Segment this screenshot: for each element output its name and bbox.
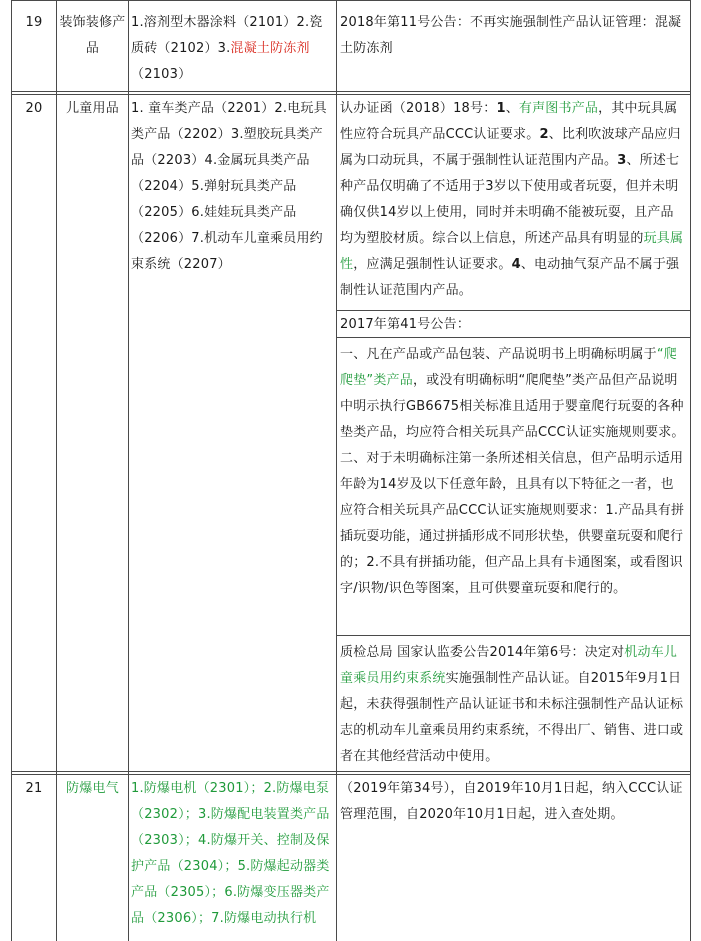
highlight-product: 有声图书产品 [518,101,599,116]
row-divider-20-21 [11,771,691,772]
row-number: 20 [25,101,43,116]
highlight-product: 混凝土防冻剂 [230,41,310,56]
note-cell: 质检总局 国家认监委公告2014年第6号：决定对机动车儿童乘员用约束系统实施强制性产品认证。自2015年9月1日起，未获得强制性产品认证证书和未标注强制性产品认证标志的机动车儿童乘员用约束系统，不得出厂、销售、进口或者在其他经营活动中使用。 [340,645,684,764]
subrow-divider-c [336,635,691,636]
table-border-right [690,0,691,941]
highlight-product: 玩具属性 [340,231,684,272]
highlight-product: “爬爬垫”类产品 [340,347,677,388]
products-cell: 1. 童车类产品（2201）2.电玩具类产品（2202）3.塑胶玩具类产品（2203）4.金属玩具类产品（2204）5.弹射玩具类产品（2205）6.娃娃玩具类产品（2206）7.机动车儿童乘员用约束系统（2207） [131,101,327,272]
products-text: 1.溶剂型木器涂料（2101）2.瓷质砖（2102）3. [131,15,323,56]
row-divider-19-20 [11,91,691,92]
products-cell [131,10,334,88]
row-number: 19 [25,15,43,30]
products-cell: 1.防爆电机（2301）；2.防爆电泵（2302）；3.防爆配电装置类产品（2303）；4.防爆开关、控制及保护产品（2304）；5.防爆起动器类产品（2305）；6.防爆变压器类产品（2306）；7.防爆电动执行机 [131,781,330,926]
row-divider-19-20b [11,94,691,95]
subrow-divider-a [336,310,691,311]
category-cell: 防爆电气 [66,781,119,796]
note-cell: 2018年第11号公告：不再实施强制性产品认证管理：混凝土防冻剂 [340,15,682,56]
category-cell: 儿童用品 [66,101,119,116]
table-border-col2 [128,0,129,941]
note-cell: 认办证函（2018）18号：1、有声图书产品，其中玩具属性应符合玩具产品CCC认证要求。2、比利吹波球产品应归属为口动玩具，不属于强制性认证范围内产品。3、所述七种产品仅明确了不适用于3岁以下使用或者玩耍，但并未明确仅供14岁以上使用，同时并未明确不能被玩耍，且产品均为塑胶材质。综合以上信息，所述产品具有明显的玩具属性，应满足强制性认证要求。4、电动抽气泵产品不属于强制性认证范围内产品。 [340,101,684,298]
products-text: （2103） [131,67,192,82]
note-cell: 2017年第41号公告： [340,317,471,332]
row-number: 21 [25,781,43,796]
highlight-product: 机动车儿童乘员用约束系统 [340,645,678,686]
note-cell: （2019年第34号），自2019年10月1日起，纳入CCC认证管理范围，自2020年10月1日起，进入查处期。 [340,781,683,822]
note-cell: 一、凡在产品或产品包装、产品说明书上明确标明属于“爬爬垫”类产品，或没有明确标明“爬爬垫”类产品但产品说明中明示执行GB6675相关标准且适用于婴童爬行玩耍的各种垫类产品，均应符合相关玩具产品CCC认证实施规则要求。二、对于未明确标注第一条所述相关信息，但产品明示适用年龄为14岁及以下任意年龄，且具有以下特征之一者，也应符合相关玩具产品CCC认证实施规则要求：1.产品具有拼插玩耍功能，通过拼插形成不同形状垫，供婴童玩耍和爬行的；2.不具有拼插功能，但产品上具有卡通图案，或看图识字/识物/识色等图案，且可供婴童玩耍和爬行的。 [340,347,685,596]
category-cell: 装饰装修产品 [59,15,126,56]
table-border-col3 [336,0,337,941]
row-top-border [11,0,691,1]
row-divider-20-21b [11,774,691,775]
